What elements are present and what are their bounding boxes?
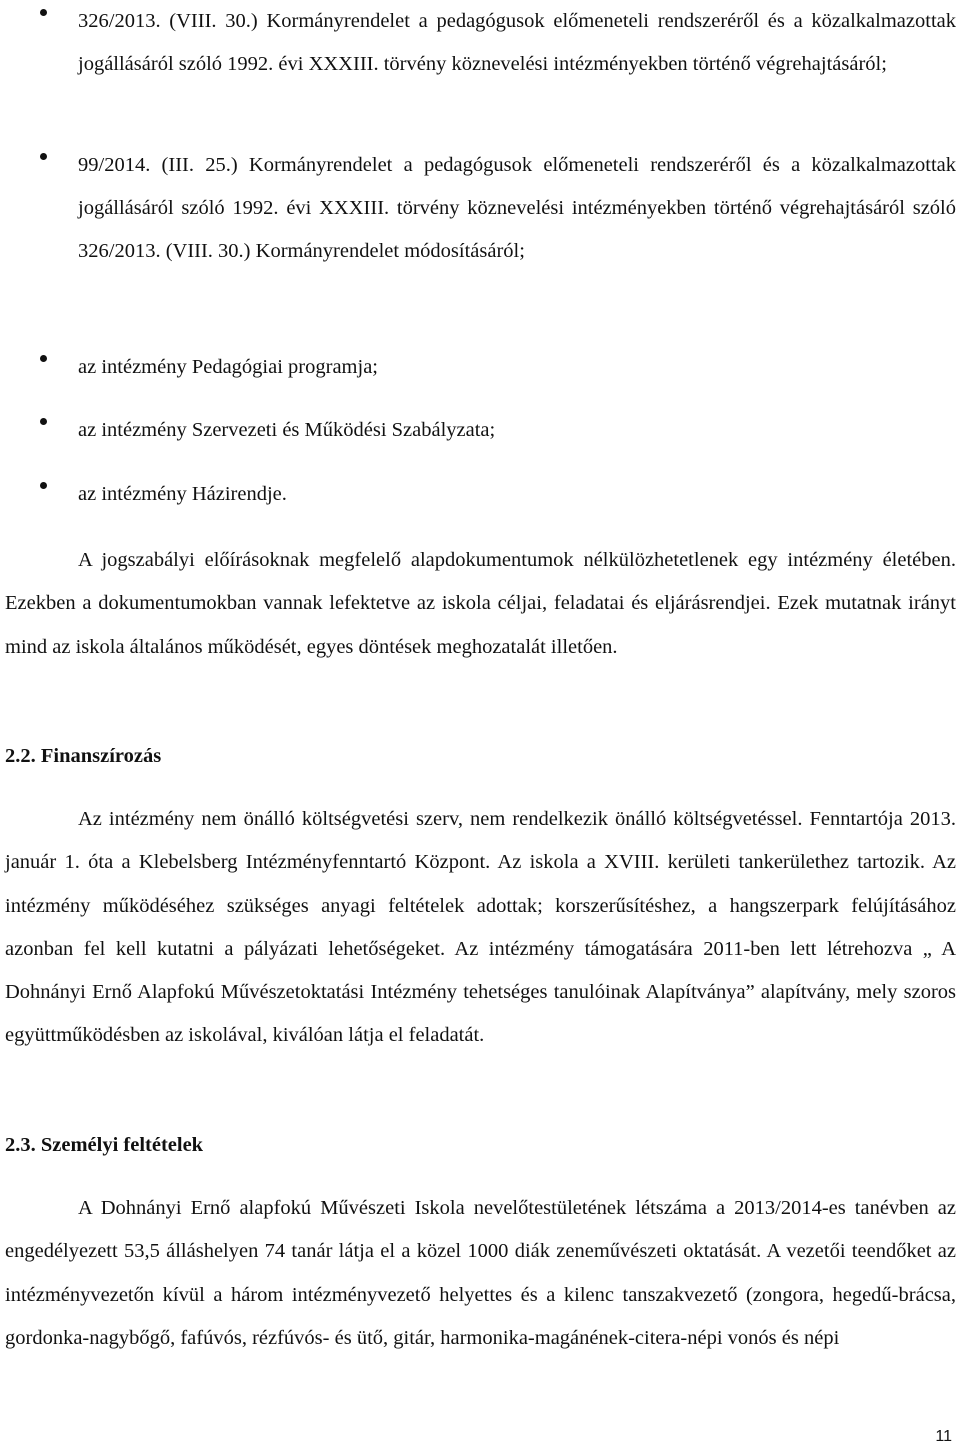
bullet-text: az intézmény Pedagógiai programja; (78, 356, 378, 378)
bullet-text: 99/2014. (III. 25.) Kormányrendelet a pedagógusok előmeneteli rendszeréről és a közalkalmazottak jogállásáról szóló 1992. évi XXXIII. törvény köznevelési intézményekben történő végrehajtásáról szóló 326/2013. (VIII. 30.) Kormányrendelet módosításáról; (78, 154, 956, 262)
bullet-text: 326/2013. (VIII. 30.) Kormányrendelet a pedagógusok előmeneteli rendszeréről és a közalkalmazottak jogállásáról szóló 1992. évi XXXIII. törvény köznevelési intézményekben történő végrehajtásáról; (78, 10, 956, 75)
bullet-text: az intézmény Házirendje. (78, 483, 287, 505)
bullet-icon (40, 418, 47, 425)
section-heading-finanszirozas: 2.2. Finanszírozás (5, 745, 162, 767)
finanszirozas-paragraph: Az intézmény nem önálló költségvetési szerv, nem rendelkezik önálló költségvetéssel. Fenntartója 2013. január 1. óta a Klebelsberg Intézményfenntartó Központ. Az iskola a XVIII. kerületi tankerülethez tartozik. Az intézmény működéséhez szükséges anyagi feltételek adottak; korszerűsítéshez, a hangszerpark felújításához azonban fel kell kutatni a pályázati lehetőségeket. Az intézmény támogatására 2011-ben lett létrehozva „ A Dohnányi Ernő Alapfokú Művészetoktatási Intézmény tehetséges tanulóinak Alapítványa” alapítvány, mely szoros együttműködésben az iskolával, kiválóan látja el feladatát. (5, 808, 956, 1047)
bullet-text: az intézmény Szervezeti és Működési Szabályzata; (78, 419, 496, 441)
szemelyi-paragraph: A Dohnányi Ernő alapfokú Művészeti Iskola nevelőtestületének létszáma a 2013/2014-es tanévben az engedélyezett 53,5 álláshelyen 74 tanár látja el a közel 1000 diák zeneművészeti oktatását. A vezetői teendőket az intézményvezetőn kívül a három intézményvezető helyettes és a kilenc tanszakvezető (zongora, hegedű-brácsa, gordonka-nagybőgő, fafúvós, rézfúvós- és ütő, gitár, harmonika-magánének-citera-népi vonós és népi (5, 1197, 956, 1349)
bullet-icon (40, 482, 47, 489)
bullet-icon (40, 153, 47, 160)
section-heading-szemelyi: 2.3. Személyi feltételek (5, 1134, 204, 1156)
bullet-icon (40, 9, 47, 16)
intro-paragraph: A jogszabályi előírásoknak megfelelő alapdokumentumok nélkülözhetetlenek egy intézmény életében. Ezekben a dokumentumokban vannak lefektetve az iskola céljai, feladatai és eljárásrendjei. Ezek mutatnak irányt mind az iskola általános működését, egyes döntések meghozatalát illetően. (5, 549, 956, 658)
page-number: 11 (935, 1428, 952, 1445)
bullet-icon (40, 355, 47, 362)
